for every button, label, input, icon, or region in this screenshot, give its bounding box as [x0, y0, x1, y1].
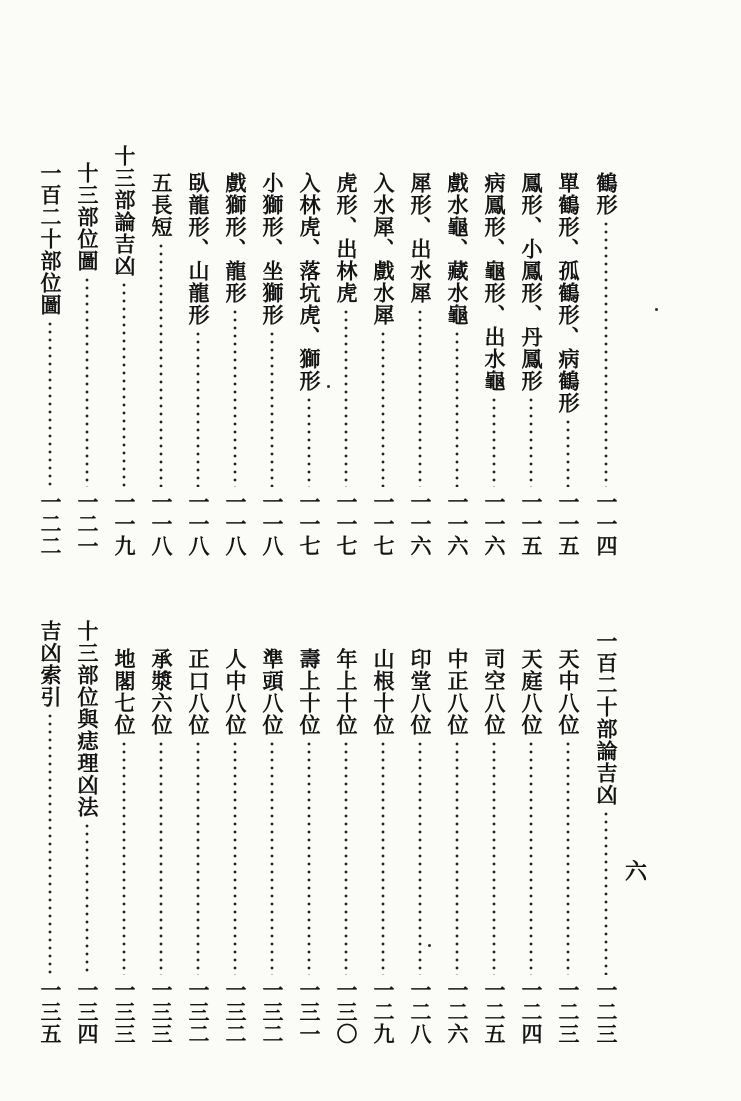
entry-title: 虎形、出林虎 — [334, 172, 359, 304]
toc-entry[interactable] — [405, 648, 435, 1045]
entry-page: 一一五 — [556, 491, 581, 557]
dot-leader — [72, 822, 102, 975]
entry-title: 山根十位 — [371, 648, 396, 736]
toc-entry[interactable] — [146, 172, 176, 557]
print-speck — [327, 385, 330, 388]
toc-entry[interactable] — [331, 172, 361, 557]
entry-title: 戲水龜、藏水龜 — [445, 172, 470, 326]
toc-entry[interactable] — [331, 648, 361, 1045]
print-speck — [655, 308, 658, 311]
entry-title: 天庭八位 — [519, 648, 544, 736]
entry-page: 一三四 — [75, 979, 100, 1045]
entry-title: 臥龍形、山龍形 — [186, 172, 211, 326]
toc-entry[interactable] — [109, 648, 139, 1045]
print-speck — [428, 944, 431, 947]
dot-leader — [553, 740, 583, 975]
entry-title: 地閣七位 — [112, 648, 137, 736]
entry-title: 一百二十部論吉凶 — [594, 630, 619, 806]
entry-title: 天中八位 — [556, 648, 581, 736]
dot-leader — [294, 396, 324, 487]
entry-page: 一二三 — [556, 979, 581, 1045]
toc-entry[interactable] — [183, 172, 213, 557]
toc-entry[interactable] — [591, 630, 621, 1045]
entry-page: 一一七 — [371, 491, 396, 557]
dot-leader — [294, 740, 324, 975]
toc-entry[interactable] — [442, 172, 472, 557]
entry-title: 準頭八位 — [260, 648, 285, 736]
entry-page: 一一五 — [519, 491, 544, 557]
entry-title: 小獅形、坐獅形 — [260, 172, 285, 326]
toc-entry[interactable] — [109, 145, 139, 557]
toc-entry[interactable] — [553, 172, 583, 557]
entry-page: 一一八 — [149, 491, 174, 557]
dot-leader — [331, 740, 361, 975]
dot-leader — [405, 308, 435, 487]
entry-title: 吉凶索引 — [38, 620, 63, 708]
dot-leader — [220, 740, 250, 975]
entry-title: 犀形、出水犀 — [408, 172, 433, 304]
entry-title: 入林虎、落坑虎、獅形 — [297, 172, 322, 392]
entry-page: 一一八 — [260, 491, 285, 557]
entry-page: 一三三 — [112, 979, 137, 1045]
entry-page: 一三一 — [297, 979, 322, 1045]
toc-entry[interactable] — [35, 162, 65, 557]
entry-page: 一一七 — [297, 491, 322, 557]
toc-entry[interactable] — [479, 648, 509, 1045]
entry-page: 一一四 — [594, 491, 619, 557]
dot-leader — [442, 740, 472, 975]
entry-page: 一二三 — [594, 979, 619, 1045]
toc-entry[interactable] — [442, 648, 472, 1045]
entry-title: 入水犀、戲水犀 — [371, 172, 396, 326]
entry-page: 一三二 — [186, 979, 211, 1045]
entry-title: 十三部位圖 — [75, 162, 100, 272]
entry-page: 一三〇 — [334, 979, 359, 1045]
entry-page: 一二四 — [519, 979, 544, 1045]
dot-leader — [257, 330, 287, 487]
entry-title: 五長短 — [149, 172, 174, 238]
entry-page: 一一八 — [186, 491, 211, 557]
toc-entry[interactable] — [220, 172, 250, 557]
dot-leader — [183, 740, 213, 975]
dot-leader — [479, 396, 509, 487]
entry-title: 一百二十部位圖 — [38, 162, 63, 316]
entry-title: 壽上十位 — [297, 648, 322, 736]
entry-page: 一一八 — [223, 491, 248, 557]
entry-title: 十三部位與痣理凶法 — [75, 620, 100, 818]
toc-entry[interactable] — [553, 648, 583, 1045]
dot-leader — [146, 242, 176, 487]
dot-leader — [109, 740, 139, 975]
toc-entry[interactable] — [516, 172, 546, 557]
dot-leader — [553, 418, 583, 487]
toc-entry[interactable] — [294, 648, 324, 1045]
dot-leader — [479, 740, 509, 975]
entry-title: 承漿六位 — [149, 648, 174, 736]
toc-entry[interactable] — [72, 162, 102, 557]
toc-entry[interactable] — [368, 172, 398, 557]
entry-page: 一二二 — [38, 491, 63, 557]
entry-page: 一三二 — [260, 979, 285, 1045]
entry-title: 正口八位 — [186, 648, 211, 736]
entry-page: 一一六 — [408, 491, 433, 557]
entry-page: 一二六 — [445, 979, 470, 1045]
entry-title: 單鶴形、孤鶴形、病鶴形 — [556, 172, 581, 414]
entry-title: 戲獅形、龍形 — [223, 172, 248, 304]
dot-leader — [516, 396, 546, 487]
entry-title: 鳳形、小鳳形、丹鳳形 — [519, 172, 544, 392]
entry-page: 一一七 — [334, 491, 359, 557]
entry-title: 印堂八位 — [408, 648, 433, 736]
dot-leader — [591, 810, 621, 975]
entry-page: 一二九 — [371, 979, 396, 1045]
dot-leader — [220, 308, 250, 487]
toc-entry[interactable] — [257, 172, 287, 557]
dot-leader — [35, 320, 65, 487]
entry-page: 一一九 — [112, 491, 137, 557]
toc-entry[interactable] — [183, 648, 213, 1045]
entry-page: 一一六 — [445, 491, 470, 557]
dot-leader — [368, 330, 398, 487]
dot-leader — [109, 281, 139, 487]
dot-leader — [331, 308, 361, 487]
dot-leader — [442, 330, 472, 487]
entry-title: 鶴形 — [594, 172, 619, 216]
toc-entry[interactable] — [146, 648, 176, 1045]
dot-leader — [35, 712, 65, 975]
dot-leader — [405, 740, 435, 975]
entry-title: 病鳳形、龜形、出水龜 — [482, 172, 507, 392]
entry-page: 一三二 — [223, 979, 248, 1045]
dot-leader — [72, 276, 102, 487]
toc-entry[interactable] — [220, 648, 250, 1045]
entry-title: 人中八位 — [223, 648, 248, 736]
entry-page: 一一六 — [482, 491, 507, 557]
entry-page: 一二五 — [482, 979, 507, 1045]
toc-entry[interactable] — [479, 172, 509, 557]
toc-entry[interactable] — [591, 172, 621, 557]
toc-entry[interactable] — [516, 648, 546, 1045]
entry-title: 中正八位 — [445, 648, 470, 736]
entry-title: 年上十位 — [334, 648, 359, 736]
entry-title: 司空八位 — [482, 648, 507, 736]
page-number: 六 — [625, 859, 648, 885]
toc-entry[interactable] — [257, 648, 287, 1045]
dot-leader — [591, 220, 621, 487]
entry-page: 一二一 — [75, 491, 100, 557]
dot-leader — [368, 740, 398, 975]
toc-entry[interactable] — [35, 620, 65, 1045]
toc-entry[interactable] — [72, 620, 102, 1045]
toc-entry[interactable] — [405, 172, 435, 557]
toc-entry[interactable] — [294, 172, 324, 557]
entry-page: 一二八 — [408, 979, 433, 1045]
dot-leader — [516, 740, 546, 975]
dot-leader — [183, 330, 213, 487]
dot-leader — [146, 740, 176, 975]
dot-leader — [257, 740, 287, 975]
toc-entry[interactable] — [368, 648, 398, 1045]
entry-page: 一三三 — [149, 979, 174, 1045]
entry-title: 十三部論吉凶 — [112, 145, 137, 277]
entry-page: 一三五 — [38, 979, 63, 1045]
